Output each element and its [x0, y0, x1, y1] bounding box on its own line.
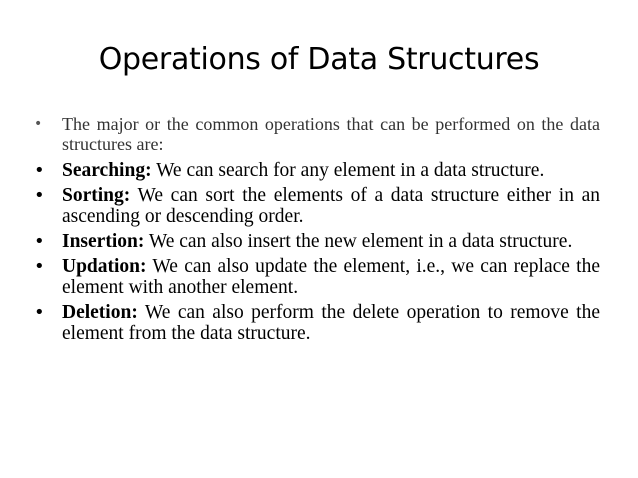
bullet-term: Insertion:	[62, 231, 145, 252]
bullet-updation	[34, 256, 600, 298]
bullet-deletion	[34, 302, 600, 344]
bullet-dot-icon: •	[34, 116, 43, 132]
bullet-dot-icon: •	[34, 302, 45, 323]
bullet-text: We can also insert the new element in a data structure.	[144, 231, 573, 252]
bullet-text: We can sort the elements of a data structure either in an ascending or descending order.	[62, 185, 600, 227]
bullet-insertion	[34, 231, 600, 252]
bullet-text: The major or the common operations that can be performed on the data structures are:	[62, 114, 600, 154]
slide-title: Operations of Data Structures	[98, 42, 540, 77]
bullet-intro	[34, 114, 600, 154]
bullet-term: Updation:	[62, 256, 147, 277]
bullet-dot-icon: •	[34, 160, 45, 181]
bullet-dot-icon: •	[34, 256, 45, 277]
bullet-text: We can also update the element, i.e., we can replace the element with another element.	[62, 256, 600, 298]
bullet-text: We can search for any element in a data structure.	[151, 160, 545, 181]
bullet-text: We can also perform the delete operation to remove the element from the data structure.	[62, 302, 600, 344]
bullet-term: Searching:	[62, 160, 152, 181]
bullet-term: Sorting:	[62, 185, 131, 206]
bullet-searching	[34, 160, 600, 181]
bullet-dot-icon: •	[34, 185, 45, 206]
bullet-list	[34, 114, 600, 348]
bullet-term: Deletion:	[62, 302, 138, 323]
bullet-sorting	[34, 185, 600, 227]
bullet-dot-icon: •	[34, 231, 45, 252]
